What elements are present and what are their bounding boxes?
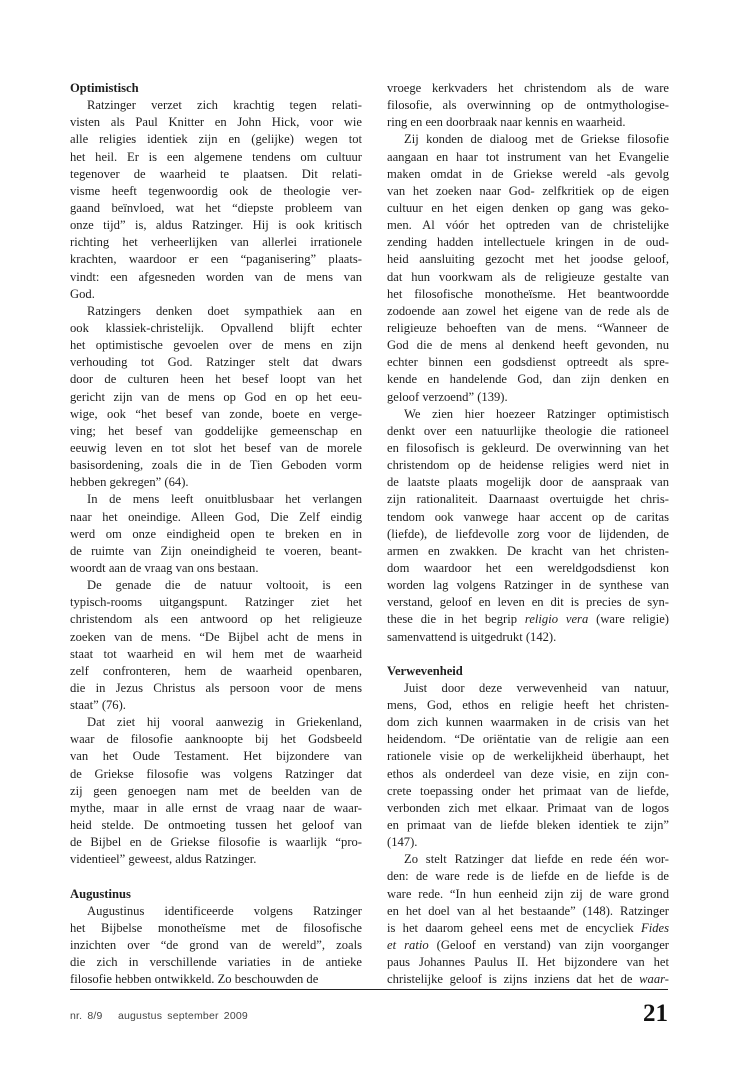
text-line: denkt over een natuurlijke theologie die rationeel (387, 423, 669, 438)
text-line: heid stelde. De ontmoeting tussen het geloof van (70, 818, 362, 833)
text-line: en filosofisch is gekleurd. De overwinning van het (387, 440, 669, 455)
text-segment: (ware religie) (588, 612, 670, 627)
text-line: die zich in verschillende variaties in de antieke (70, 955, 362, 970)
text-line: alle religies identiek zijn en (gelijke) wegen tot (70, 132, 362, 147)
italic-text: Fides (641, 920, 669, 935)
text-line: het Bijbelse monotheïsme met de filosofische (70, 920, 362, 935)
text-line: (liefde), de liefdevolle zorg voor de lijdenden, de (387, 526, 669, 541)
text-line: hebben gekregen” (64). (70, 475, 189, 490)
text-line: religieuze behoeften van de mens. “Wanneer de (387, 320, 669, 335)
text-line: inzichten over “de grond van de wereld”, zoals (70, 938, 362, 953)
text-line: waar de filosofie aanknoopte bij het Godsbeeld (70, 732, 362, 747)
text-line: dom zich kunnen waarmaken in de crisis van het (387, 715, 669, 730)
text-line: rationele visie op de werkelijkheid überhaupt, het (387, 749, 669, 764)
text-line: ethos als onderdeel van deze visie, en zijn con- (387, 766, 669, 781)
paragraph (70, 577, 362, 714)
text-line (387, 920, 669, 937)
text-line: Zo stelt Ratzinger dat liefde en rede één wor- (404, 852, 669, 867)
paragraph (387, 131, 669, 405)
text-line: zoeken van de mens. “De Bijbel acht de mens in (70, 629, 362, 644)
section-heading: Augustinus (70, 886, 131, 901)
footer-rule (70, 989, 668, 990)
text-line: die in Jezus Christus als persoon voor de mens (70, 680, 362, 695)
text-line: verhouding tot God. Ratzinger stelt dat dwars (70, 355, 362, 370)
text-line: dat hun voorkwam als de religieuze gestalte van (387, 269, 669, 284)
paragraph (387, 406, 669, 646)
paragraph (70, 714, 362, 868)
text-line: richting het verheerlijken van allerlei irrationele (70, 235, 362, 250)
footer-issue-info: nr. 8/9 augustus september 2009 (70, 1010, 248, 1022)
text-line: De genade die de natuur voltooit, is een (87, 578, 362, 593)
text-line (387, 611, 669, 628)
text-line: God. (70, 286, 95, 301)
spacer (387, 646, 669, 663)
text-line: en primaat van de liefde bleken identiek te zijn” (387, 818, 669, 833)
text-line: mens, God, ethos en religie heeft het christen- (387, 698, 669, 713)
text-line: door de culturen heen het besef loopt van het (70, 372, 362, 387)
text-line: heid aansluiting gezocht met het joodse geloof, (387, 252, 669, 267)
section-heading: Verwevenheid (387, 663, 463, 678)
text-line: ving; het besef van goddelijke gemeenschap en (70, 423, 362, 438)
spacer (70, 868, 362, 885)
text-line: visme heeft tegenwoordig ook de theologie ver- (70, 183, 362, 198)
text-segment: is het daarom geheel eens met de encycliek (387, 920, 642, 935)
text-line: God die de mens al denkend heeft gevonden, nu (387, 338, 669, 353)
text-line: wige, ook “het besef van zonde, boete en verge- (70, 406, 362, 421)
text-line: Augustinus identificeerde volgens Ratzinger (87, 903, 362, 918)
italic-text: religio vera (524, 612, 589, 627)
text-line: Juist door deze verwevenheid van natuur, (404, 680, 669, 695)
text-line: mythe, maar in alle ernst de vraag naar de waar- (70, 800, 362, 815)
text-line: krachten, waardoor er een “paganisering” plaats- (70, 252, 362, 267)
text-line: van het zoeken naar God- zelfkritiek op de eigen (387, 183, 669, 198)
text-line: Ratzingers denken doet sympathiek aan en (87, 303, 362, 318)
paragraph (387, 851, 669, 988)
text-line: basisordening, zoals die in de Tien Geboden vorm (70, 458, 362, 473)
text-line: zodoende aan zowel het eigene van de rede als de (387, 303, 669, 318)
text-line: het optimistische gevoelen over de mens en zijn (70, 338, 362, 353)
text-line: aangaan en haar tot instrument van het Evangelie (387, 149, 669, 164)
text-line: In de mens leeft onuitblusbaar het verlangen (87, 492, 362, 507)
text-line (387, 971, 669, 988)
text-line: visten als Paul Knitter en John Hick, voor wie (70, 115, 362, 130)
text-line: echter binnen een godsdienst optreedt als spre- (387, 355, 669, 370)
text-line: cultuur en het eigen denken op gang was geko- (387, 200, 669, 215)
text-line: kende en handelende God, dan zijn denken en (387, 372, 669, 387)
text-line: maken omdat in de Griekse wereld -als gevolg (387, 166, 669, 181)
text-line: Ratzinger verzet zich krachtig tegen relati- (87, 98, 362, 113)
text-line: paus Johannes Paulus II. Het bijzondere van het (387, 955, 669, 970)
text-segment: these die in het begrip (387, 612, 525, 627)
text-line: vindt: een afgesneden worden van de mens van (70, 269, 362, 284)
paragraph (387, 80, 669, 131)
text-line: de Griekse filosofie was volgens Ratzinger dat (70, 766, 362, 781)
text-line (387, 937, 669, 954)
text-line: geloof verzoend” (139). (387, 389, 508, 404)
italic-text: et ratio (387, 938, 429, 953)
text-line: filosofie, als overwinning op de ontmythologise- (387, 98, 669, 113)
text-line: ook klassiek-christelijk. Opvallend blijft echter (70, 320, 362, 335)
text-line: tegenover de waarheid te plaatsen. Dit relati- (70, 166, 362, 181)
text-line: filosofie hebben ontwikkeld. Zo beschouwden de (70, 972, 319, 987)
paragraph (70, 303, 362, 492)
text-line: werd om onze eindigheid open te breken en in (70, 526, 362, 541)
section-heading: Optimistisch (70, 81, 139, 95)
text-segment: (Geloof en verstand) van zijn voorganger (428, 938, 669, 953)
text-line: van het Oude Testament. Het bijzondere van (70, 749, 362, 764)
text-line: den: de ware rede is de liefde en de liefde is de (387, 869, 669, 884)
text-line: staat” (76). (70, 698, 126, 713)
text-line: vroege kerkvaders het christendom als de ware (387, 81, 669, 95)
text-line: christendom op de heidense religies werd niet in (387, 458, 669, 473)
text-line: dom waardoor het een wereldgodsdienst kon (387, 560, 669, 575)
page-number: 21 (643, 1000, 668, 1027)
text-line: woordt aan de vraag van ons bestaan. (70, 560, 259, 575)
text-line: worden lag volgens Ratzinger in de synthese van (387, 578, 669, 593)
text-line: het heil. Er is een algemene tendens om cultuur (70, 149, 362, 164)
text-line: de laatste plaats mogelijk door de aanspraak van (387, 475, 669, 490)
text-line: de ruimte van Zijn oneindigheid te voeren, beant- (70, 543, 362, 558)
paragraph (70, 97, 362, 303)
text-line: christendom als een antwoord op het religieuze (70, 612, 362, 627)
right-column (387, 80, 669, 988)
paragraph (70, 491, 362, 577)
text-line: zending hadden intellectuele kringen in de oud- (387, 235, 669, 250)
text-line: gericht zijn van de mens op God en op het eeu- (70, 389, 362, 404)
text-line: tendom ook vanwege haar accent op de caritas (387, 509, 669, 524)
text-line: verstand, geloof en leven en dit is precies de syn- (387, 595, 669, 610)
text-line: videntieel” geweest, aldus Ratzinger. (70, 852, 257, 867)
text-line: ring en een doorbraak naar kennis en waarheid. (387, 115, 626, 130)
text-line: zelf confronteren, hem de waarheid openbaren, (70, 663, 362, 678)
text-line: (147). (387, 835, 418, 850)
text-segment: christelijke geloof is zijns inziens dat het de (387, 972, 640, 987)
text-line: men. Al vóór het optreden van de christelijke (387, 218, 669, 233)
text-line: en het doel van al het bestaande” (148). Ratzinger (387, 903, 669, 918)
text-line: naar het oneindige. Alleen God, Die Zelf eindig (70, 509, 362, 524)
text-line: heidendom. “De oriëntatie van de religie aan een (387, 732, 669, 747)
text-line: Dat ziet hij vooral aanwezig in Griekenland, (87, 715, 362, 730)
paragraph (70, 903, 362, 989)
text-line: ware rede. “In hun eenheid zijn zij de ware grond (387, 886, 669, 901)
text-line: zij geen genoegen nam met de beelden van de (70, 783, 362, 798)
text-line: Zij konden de dialoog met de Griekse filosofie (404, 132, 669, 147)
text-line: de Bijbel en de Griekse filosofie is waarlijk “pro- (70, 835, 362, 850)
text-line: onze tijd” is, aldus Ratzinger. Hij is ook kritisch (70, 218, 362, 233)
text-line: eeuwig leven en tot slot het besef van de morele (70, 440, 362, 455)
text-line: armen en zwakken. De kracht van het christen- (387, 543, 669, 558)
paragraph (387, 680, 669, 851)
text-line: typisch-rooms uitgangspunt. Ratzinger ziet het (70, 595, 362, 610)
text-line: zijn rationaliteit. Daarnaast overtuigde het chris- (387, 492, 669, 507)
text-line: samenvattend is uitgedrukt (142). (387, 629, 557, 644)
text-line: verbonden zich met elkaar. Primaat van de logos (387, 800, 669, 815)
text-line: crete toepassing onder het primaat van de liefde, (387, 783, 669, 798)
text-line: gaand beïnvloed, wat het “diepste probleem van (70, 200, 362, 215)
text-line: We zien hier hoezeer Ratzinger optimistisch (404, 406, 669, 421)
left-column (70, 80, 362, 988)
text-line: het filosofische monotheïsme. Het beantwoordde (387, 286, 669, 301)
italic-text: waar- (639, 972, 669, 987)
text-line: staat tot waarheid en wil hem met de waarheid (70, 646, 362, 661)
